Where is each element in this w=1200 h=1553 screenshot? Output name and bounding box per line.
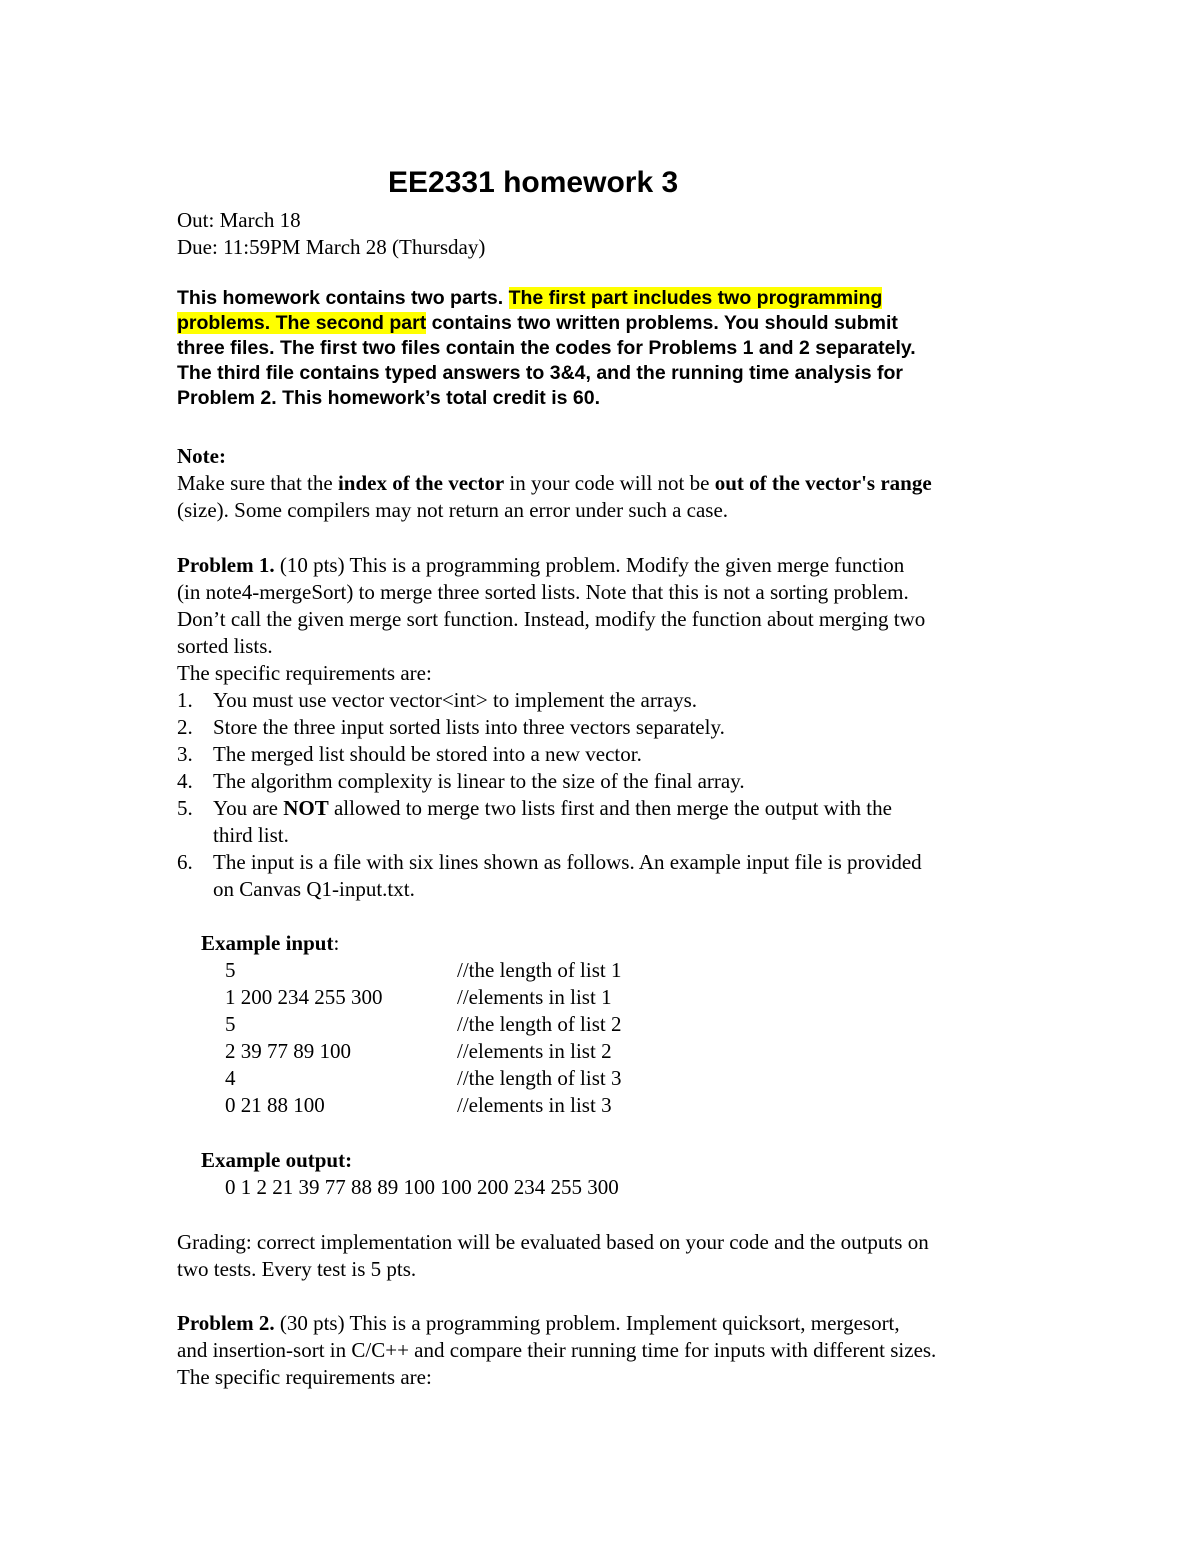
page-title: EE2331 homework 3: [388, 166, 679, 199]
problem-1-line-4: sorted lists.: [177, 634, 273, 658]
note-line-2: (size). Some compilers may not return an error under such a case.: [177, 498, 729, 522]
intro-line-1: [177, 286, 882, 311]
example-output-value: 0 1 2 21 39 77 88 89 100 100 200 234 255 300: [225, 1175, 619, 1199]
intro-line-5: Problem 2. This homework’s total credit is 60.: [177, 387, 600, 409]
problem-2-line-1: Problem 2. (30 pts) This is a programming problem. Implement quicksort, mergesort,: [177, 1311, 900, 1335]
grading-line-1: Grading: correct implementation will be evaluated based on your code and the outputs on: [177, 1230, 929, 1254]
requirement-item: 2. Store the three input sorted lists into three vectors separately.: [177, 715, 725, 739]
problem-1-line-3: Don’t call the given merge sort function. Instead, modify the function about merging two: [177, 607, 926, 631]
example-input-row: 2 39 77 89 100 //elements in list 2: [225, 1039, 612, 1063]
note-line-1: Make sure that the index of the vector in your code will not be out of the vector's range: [177, 471, 932, 495]
out-date: Out: March 18: [177, 208, 301, 232]
requirement-item: 1. You must use vector vector<int> to implement the arrays.: [177, 688, 698, 712]
example-output-label: Example output:: [201, 1148, 353, 1172]
problem-1-line-5: The specific requirements are:: [177, 661, 432, 685]
example-input-row: 1 200 234 255 300 //elements in list 1: [225, 985, 612, 1009]
problem-2-line-3: The specific requirements are:: [177, 1365, 432, 1389]
problem-1-line-1: Problem 1. (10 pts) This is a programming problem. Modify the given merge function: [177, 553, 905, 577]
problem-2-label: Problem 2.: [177, 1311, 275, 1335]
example-input-label: Example input:: [201, 931, 340, 955]
intro-highlight: The first part includes two programming: [508, 287, 883, 309]
due-date: Due: 11:59PM March 28 (Thursday): [177, 235, 486, 259]
intro-line-2: [177, 311, 898, 336]
intro-line-4: The third file contains typed answers to 3&4, and the running time analysis for: [177, 362, 903, 384]
example-input-row: 4 //the length of list 3: [225, 1066, 622, 1090]
problem-1-label: Problem 1.: [177, 553, 275, 577]
problem-1-line-2: (in note4-mergeSort) to merge three sorted lists. Note that this is not a sorting problem.: [177, 580, 909, 604]
requirement-item: 4. The algorithm complexity is linear to the size of the final array.: [177, 769, 745, 793]
requirement-item-continued: third list.: [213, 823, 289, 847]
example-input-row: 5 //the length of list 2: [225, 1012, 622, 1036]
intro-text: contains two written problems. You should submit: [426, 312, 898, 334]
note-heading: Note:: [177, 444, 226, 468]
requirement-item: 5. You are NOT allowed to merge two lists first and then merge the output with the: [177, 796, 892, 820]
grading-line-2: two tests. Every test is 5 pts.: [177, 1257, 417, 1281]
problem-2-line-2: and insertion-sort in C/C++ and compare their running time for inputs with different sizes.: [177, 1338, 937, 1362]
requirement-item-continued: on Canvas Q1-input.txt.: [213, 877, 415, 901]
intro-line-3: three files. The first two files contain the codes for Problems 1 and 2 separately.: [177, 337, 916, 359]
intro-text: This homework contains two parts.: [177, 287, 509, 309]
example-input-row: 5 //the length of list 1: [225, 958, 622, 982]
intro-highlight: problems. The second part: [177, 312, 427, 334]
example-input-row: 0 21 88 100 //elements in list 3: [225, 1093, 612, 1117]
requirement-item: 3. The merged list should be stored into a new vector.: [177, 742, 642, 766]
requirement-item: 6. The input is a file with six lines shown as follows. An example input file is provided: [177, 850, 922, 874]
